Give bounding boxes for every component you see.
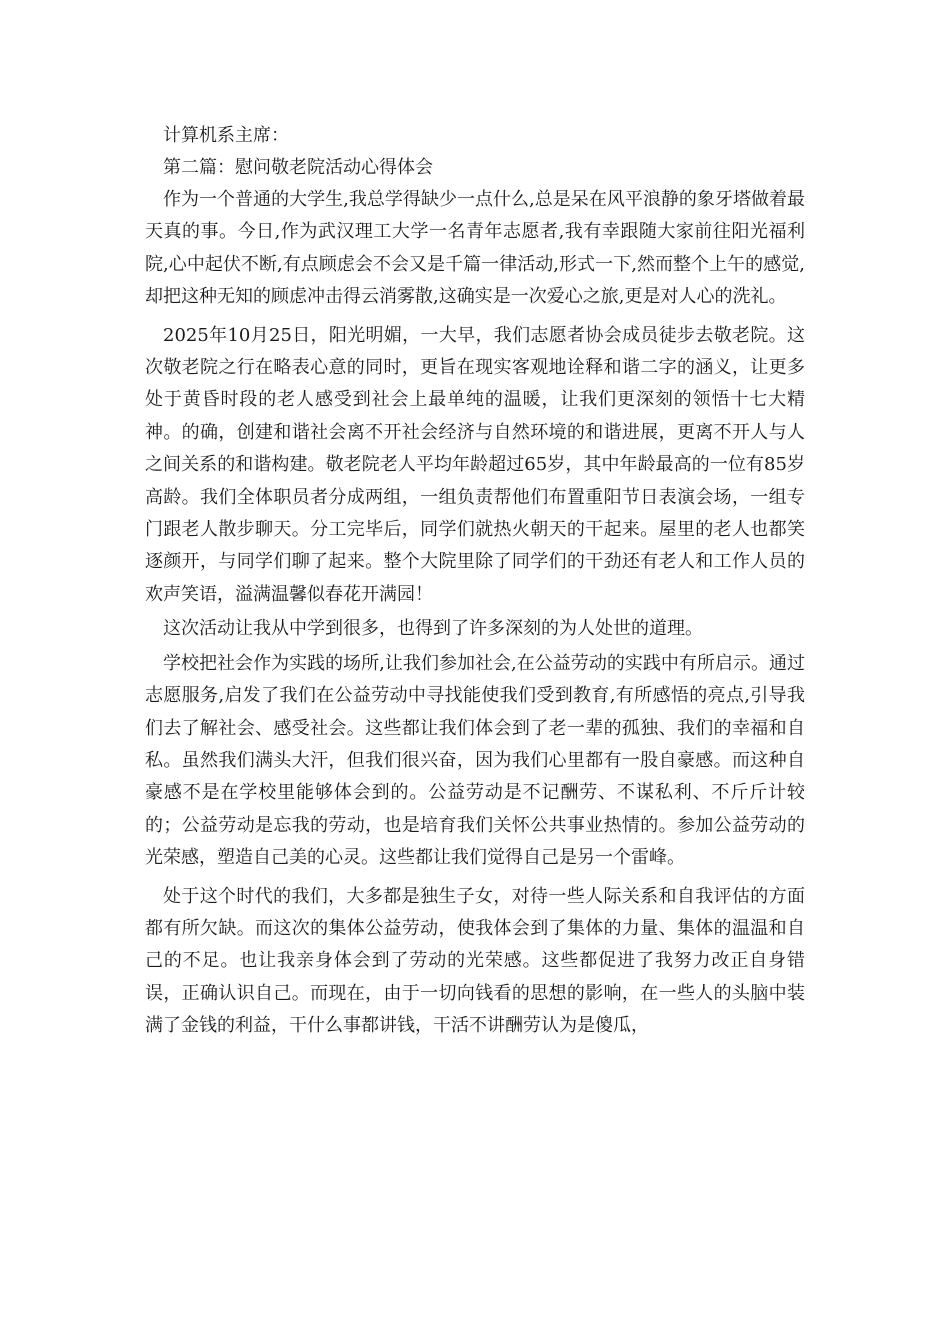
paragraph-school: 学校把社会作为实践的场所,让我们参加社会,在公益劳动的实践中有所启示。通过志愿服务,启发了我们在公益劳动中寻找能使我们受到教育,有所感悟的亮点,引导我们去了解社会、感受社会。这些都让我们体会到了老一辈的孤独、我们的幸福和自私。虽然我们满头大汗，但我们很兴奋，因为我们心里都有一股自豪感。而这种自豪感不是在学校里能够体会到的。公益劳动是不记酬劳、不谋私利、不斤斤计较的；公益劳动是忘我的劳动，也是培育我们关怀公共事业热情的。参加公益劳动的光荣感，塑造自己美的心灵。这些都让我们觉得自己是另一个雷峰。 — [145, 652, 805, 869]
paragraph-lesson: 这次活动让我从中学到很多，也得到了许多深刻的为人处世的道理。 — [163, 618, 703, 640]
salutation-line: 计算机系主席： — [163, 125, 289, 146]
paragraph-intro: 作为一个普通的大学生,我总学得缺少一点什么,总是呆在风平浪静的象牙塔做着最天真的事。今日,作为武汉理工大学一名青年志愿者,我有幸跟随大家前往阳光福利院,心中起伏不断,有点顾虑会不会又是千篇一律活动,形式一下,然而整个上午的感觉,却把这种无知的顾虑冲击得云消雾散,这确实是一次爱心之旅,更是对人心的洗礼。 — [145, 189, 805, 308]
document-body — [145, 120, 805, 1043]
paragraph-generation: 处于这个时代的我们，大多都是独生子女，对待一些人际关系和自我评估的方面都有所欠缺。而这次的集体公益劳动，使我体会到了集体的力量、集体的温温和自己的不足。也让我亲身体会到了劳动的光荣感。这些都促进了我努力改正自身错误，正确认识自己。而现在，由于一切向钱看的思想的影响，在一些人的头脑中装满了金钱的利益，干什么事都讲钱，干活不讲酬劳认为是傻瓜， — [145, 885, 805, 1037]
paragraph-activity: 2025年10月25日，阳光明媚，一大早，我们志愿者协会成员徒步去敬老院。这次敬老院之行在略表心意的同时，更旨在现实客观地诠释和谐二字的涵义，让更多处于黄昏时段的老人感受到社会上最单纯的温暖，让我们更深刻的领悟十七大精神。的确，创建和谐社会离不开社会经济与自然环境的和谐进展，更离不开人与人之间关系的和谐构建。敬老院老人平均年龄超过65岁，其中年龄最高的一位有85岁高龄。我们全体职员者分成两组，一组负责帮他们布置重阳节日表演会场，一组专门跟老人散步聊天。分工完毕后，同学们就热火朝天的干起来。屋里的老人也都笑逐颜开，与同学们聊了起来。整个大院里除了同学们的干劲还有老人和工作人员的欢声笑语，溢满温馨似春花开满园！ — [145, 324, 805, 605]
section-title: 第二篇：慰问敬老院活动心得体会 — [163, 157, 433, 178]
